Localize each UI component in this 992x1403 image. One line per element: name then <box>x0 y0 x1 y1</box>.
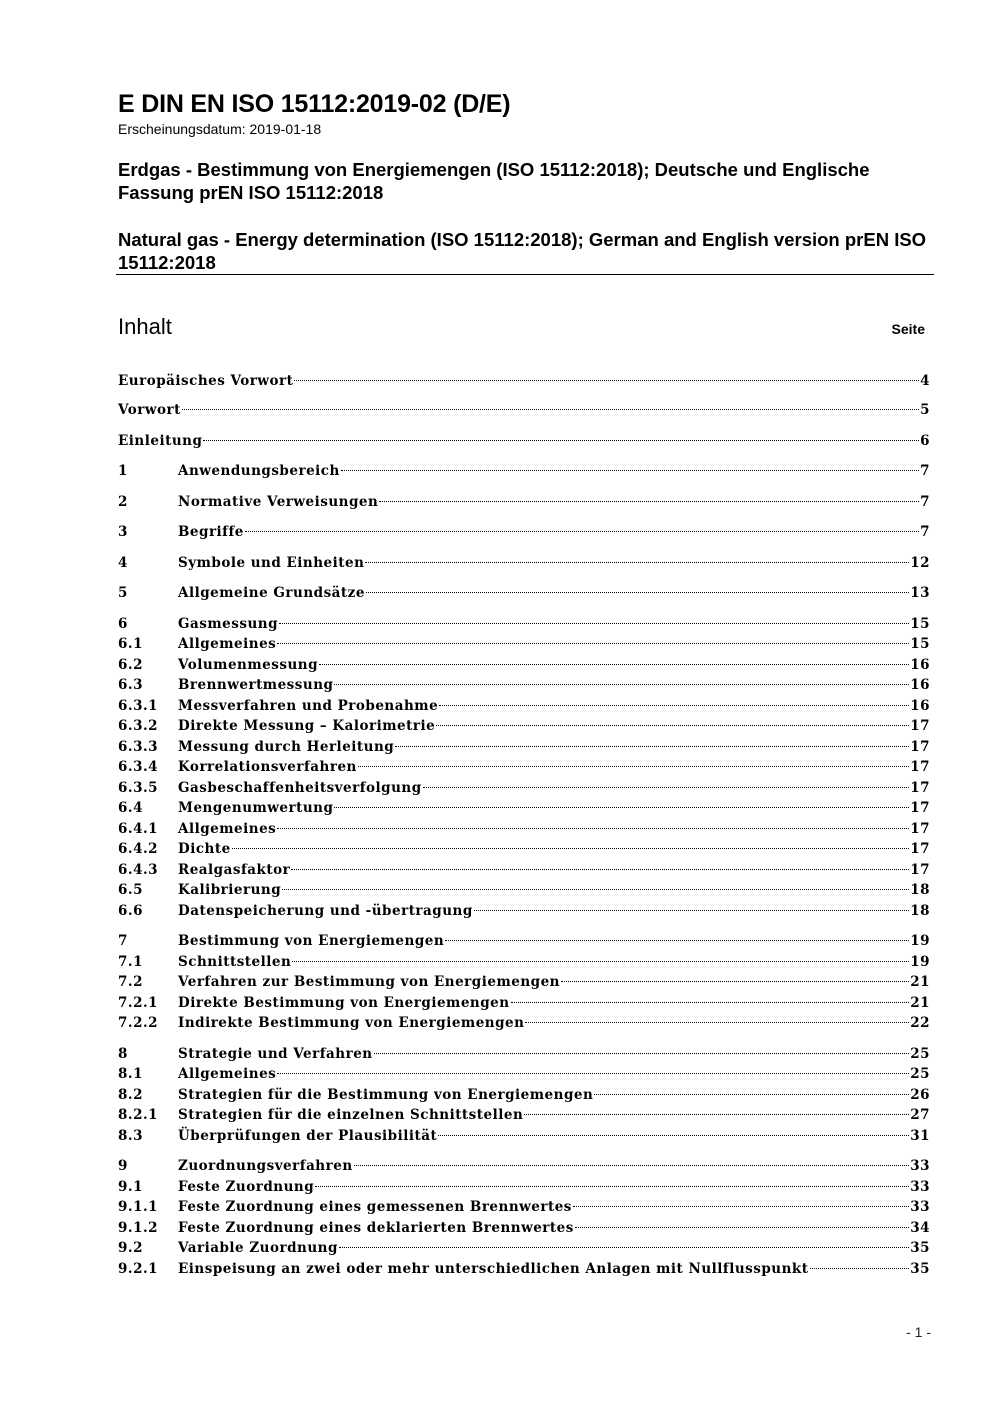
toc-entry-title: Begriffe <box>178 524 244 540</box>
toc-entry[interactable] <box>118 555 930 575</box>
toc-dot-leader <box>365 562 909 563</box>
toc-entry[interactable] <box>118 698 930 718</box>
toc-entry-number: 7.2.1 <box>118 995 159 1011</box>
toc-entry[interactable] <box>118 494 930 514</box>
toc-entry-page: 17 <box>910 739 930 755</box>
toc-dot-leader <box>182 409 919 410</box>
toc-entry[interactable] <box>118 1066 930 1086</box>
toc-entry[interactable] <box>118 995 930 1015</box>
toc-entry-number: 6.3.4 <box>118 759 159 775</box>
toc-entry-number: 7.2 <box>118 974 143 990</box>
toc-entry-title: Indirekte Bestimmung von Energiemengen <box>178 1015 525 1031</box>
toc-entry-number: 1 <box>118 463 128 479</box>
toc-entry-page: 33 <box>910 1158 930 1174</box>
toc-entry-number: 9 <box>118 1158 128 1174</box>
toc-entry-page: 25 <box>910 1066 930 1082</box>
toc-entry-title: Einleitung <box>118 433 203 449</box>
toc-entry[interactable] <box>118 780 930 800</box>
toc-entry-number: 8.2.1 <box>118 1107 159 1123</box>
toc-entry-page: 21 <box>910 995 930 1011</box>
toc-entry-page: 16 <box>910 677 930 693</box>
toc-entry[interactable] <box>118 677 930 697</box>
toc-entry-title: Europäisches Vorwort <box>118 373 294 389</box>
toc-entry[interactable] <box>118 1046 930 1066</box>
toc-dot-leader <box>358 766 909 767</box>
toc-entry[interactable] <box>118 1158 930 1178</box>
toc-entry-title: Vorwort <box>118 402 181 418</box>
toc-entry-page: 7 <box>920 494 930 510</box>
toc-entry-number: 6.6 <box>118 903 143 919</box>
toc-entry-title: Strategien für die Bestimmung von Energiemengen <box>178 1087 594 1103</box>
toc-dot-leader <box>810 1268 910 1269</box>
toc-dot-leader <box>511 1002 910 1003</box>
toc-entry-number: 7.1 <box>118 954 143 970</box>
toc-entry[interactable] <box>118 585 930 605</box>
toc-entry-title: Gasbeschaffenheitsverfolgung <box>178 780 422 796</box>
toc-entry-number: 6.4.3 <box>118 862 159 878</box>
toc-entry-number: 6.5 <box>118 882 143 898</box>
toc-entry-title: Feste Zuordnung eines deklarierten Brennwertes <box>178 1220 574 1236</box>
toc-entry[interactable] <box>118 954 930 974</box>
toc-entry-title: Brennwertmessung <box>178 677 334 693</box>
toc-dot-leader <box>339 1247 909 1248</box>
toc-dot-leader <box>575 1227 909 1228</box>
toc-dot-leader <box>423 787 910 788</box>
toc-dot-leader <box>291 869 909 870</box>
toc-entry[interactable] <box>118 862 930 882</box>
toc-entry-page: 16 <box>910 698 930 714</box>
toc-dot-leader <box>474 910 909 911</box>
toc-entry-title: Messung durch Herleitung <box>178 739 395 755</box>
toc-dot-leader <box>366 592 909 593</box>
toc-dot-leader <box>245 531 919 532</box>
toc-entry[interactable] <box>118 1015 930 1035</box>
toc-dot-leader <box>439 705 909 706</box>
toc-entry-number: 9.1.1 <box>118 1199 159 1215</box>
toc-dot-leader <box>561 981 909 982</box>
toc-entry-page: 21 <box>910 974 930 990</box>
toc-entry-number: 6.2 <box>118 657 143 673</box>
toc-dot-leader <box>594 1094 909 1095</box>
toc-entry-number: 6.4.2 <box>118 841 159 857</box>
toc-dot-leader <box>395 746 909 747</box>
toc-entry-page: 17 <box>910 718 930 734</box>
toc-dot-leader <box>334 807 909 808</box>
toc-entry-number: 8.2 <box>118 1087 143 1103</box>
toc-entry-number: 7.2.2 <box>118 1015 159 1031</box>
toc-entry-title: Direkte Messung – Kalorimetrie <box>178 718 436 734</box>
toc-entry-title: Korrelationsverfahren <box>178 759 357 775</box>
toc-entry-title: Einspeisung an zwei oder mehr unterschiedlichen Anlagen mit Nullflusspunkt <box>178 1261 809 1277</box>
toc-entry-number: 8 <box>118 1046 128 1062</box>
toc-entry-title: Mengenumwertung <box>178 800 334 816</box>
toc-entry[interactable] <box>118 800 930 820</box>
toc-entry-title: Feste Zuordnung <box>178 1179 315 1195</box>
toc-entry-number: 6.3 <box>118 677 143 693</box>
toc-entry-page: 33 <box>910 1179 930 1195</box>
toc-entry[interactable] <box>118 433 930 453</box>
toc-entry-title: Allgemeines <box>178 636 277 652</box>
toc-entry-page: 19 <box>910 954 930 970</box>
document-number: E DIN EN ISO 15112:2019-02 (D/E) <box>118 90 511 118</box>
toc-entry-page: 7 <box>920 463 930 479</box>
toc-entry-number: 9.2.1 <box>118 1261 159 1277</box>
table-of-contents <box>118 0 930 1403</box>
toc-entry-page: 17 <box>910 862 930 878</box>
toc-dot-leader <box>277 643 909 644</box>
toc-entry[interactable] <box>118 903 930 923</box>
toc-entry[interactable] <box>118 759 930 779</box>
toc-dot-leader <box>334 684 909 685</box>
toc-entry-title: Datenspeicherung und -übertragung <box>178 903 473 919</box>
toc-entry[interactable] <box>118 1220 930 1240</box>
toc-page-column-label: Seite <box>891 321 925 337</box>
toc-entry-number: 6.4 <box>118 800 143 816</box>
toc-entry-page: 15 <box>910 616 930 632</box>
publication-date: Erscheinungsdatum: 2019-01-18 <box>118 121 322 137</box>
toc-entry[interactable] <box>118 463 930 483</box>
toc-dot-leader <box>374 1053 910 1054</box>
toc-entry[interactable] <box>118 1261 930 1281</box>
toc-entry-page: 6 <box>920 433 930 449</box>
toc-entry-page: 17 <box>910 759 930 775</box>
toc-entry-page: 17 <box>910 821 930 837</box>
toc-entry[interactable] <box>118 841 930 861</box>
toc-entry-page: 31 <box>910 1128 930 1144</box>
toc-entry[interactable] <box>118 882 930 902</box>
toc-entry-title: Volumenmessung <box>178 657 319 673</box>
toc-entry-page: 19 <box>910 933 930 949</box>
toc-entry-number: 4 <box>118 555 128 571</box>
toc-entry[interactable] <box>118 1107 930 1127</box>
toc-entry-page: 5 <box>920 402 930 418</box>
toc-dot-leader <box>379 501 919 502</box>
toc-entry-title: Kalibrierung <box>178 882 282 898</box>
toc-entry-number: 2 <box>118 494 128 510</box>
toc-dot-leader <box>232 848 910 849</box>
toc-entry-page: 7 <box>920 524 930 540</box>
toc-entry-number: 6.3.5 <box>118 780 159 796</box>
toc-heading: Inhalt <box>118 314 172 339</box>
page-number: - 1 - <box>906 1324 931 1340</box>
toc-entry[interactable] <box>118 933 930 953</box>
toc-dot-leader <box>341 470 919 471</box>
toc-entry-number: 8.3 <box>118 1128 143 1144</box>
toc-dot-leader <box>294 380 919 381</box>
toc-entry[interactable] <box>118 1179 930 1199</box>
toc-dot-leader <box>203 440 919 441</box>
toc-entry[interactable] <box>118 657 930 677</box>
toc-entry-number: 6.3.1 <box>118 698 159 714</box>
toc-entry-page: 22 <box>910 1015 930 1031</box>
toc-entry[interactable] <box>118 739 930 759</box>
toc-entry-page: 34 <box>910 1220 930 1236</box>
toc-entry-number: 6 <box>118 616 128 632</box>
title-german: Erdgas - Bestimmung von Energiemengen (ISO 15112:2018); Deutsche und Englische Fassung prEN ISO 15112:2018 <box>118 159 870 203</box>
toc-dot-leader <box>277 828 909 829</box>
toc-dot-leader <box>354 1165 910 1166</box>
toc-entry-title: Dichte <box>178 841 231 857</box>
toc-entry-title: Messverfahren und Probenahme <box>178 698 439 714</box>
toc-entry-title: Allgemeine Grundsätze <box>178 585 365 601</box>
toc-entry[interactable] <box>118 1199 930 1219</box>
toc-entry-title: Gasmessung <box>178 616 279 632</box>
toc-entry-page: 12 <box>910 555 930 571</box>
toc-entry[interactable] <box>118 1087 930 1107</box>
toc-entry-number: 3 <box>118 524 128 540</box>
toc-entry-page: 17 <box>910 780 930 796</box>
toc-entry-number: 6.3.2 <box>118 718 159 734</box>
toc-entry-number: 6.1 <box>118 636 143 652</box>
toc-dot-leader <box>292 961 909 962</box>
toc-dot-leader <box>315 1186 909 1187</box>
toc-entry-number: 7 <box>118 933 128 949</box>
toc-entry-page: 18 <box>910 903 930 919</box>
toc-entry-page: 17 <box>910 841 930 857</box>
toc-entry-page: 33 <box>910 1199 930 1215</box>
toc-entry-number: 9.2 <box>118 1240 143 1256</box>
toc-dot-leader <box>277 1073 909 1074</box>
toc-entry[interactable] <box>118 402 930 422</box>
toc-dot-leader <box>438 1135 909 1136</box>
toc-dot-leader <box>279 623 909 624</box>
toc-entry-title: Bestimmung von Energiemengen <box>178 933 445 949</box>
toc-entry-title: Symbole und Einheiten <box>178 555 365 571</box>
toc-entry-page: 15 <box>910 636 930 652</box>
title-english: Natural gas - Energy determination (ISO 15112:2018); German and English version prEN ISO 15112:2018 <box>118 229 927 273</box>
toc-entry-number: 8.1 <box>118 1066 143 1082</box>
toc-entry[interactable] <box>118 636 930 656</box>
toc-dot-leader <box>445 940 909 941</box>
toc-entry-page: 13 <box>910 585 930 601</box>
toc-entry-page: 4 <box>920 373 930 389</box>
toc-entry-title: Normative Verweisungen <box>178 494 379 510</box>
toc-entry-title: Verfahren zur Bestimmung von Energiemengen <box>178 974 560 990</box>
toc-entry-title: Feste Zuordnung eines gemessenen Brennwertes <box>178 1199 572 1215</box>
toc-dot-leader <box>436 725 909 726</box>
toc-entry-number: 9.1.2 <box>118 1220 159 1236</box>
toc-entry-title: Realgasfaktor <box>178 862 291 878</box>
toc-entry-title: Allgemeines <box>178 1066 277 1082</box>
toc-entry[interactable] <box>118 821 930 841</box>
toc-dot-leader <box>525 1022 909 1023</box>
toc-entry-number: 6.3.3 <box>118 739 159 755</box>
toc-entry-title: Überprüfungen der Plausibilität <box>178 1128 438 1144</box>
toc-entry-page: 35 <box>910 1240 930 1256</box>
toc-entry-title: Schnittstellen <box>178 954 292 970</box>
toc-entry-title: Anwendungsbereich <box>178 463 340 479</box>
toc-dot-leader <box>282 889 909 890</box>
toc-entry-page: 25 <box>910 1046 930 1062</box>
toc-entry-page: 27 <box>910 1107 930 1123</box>
toc-entry[interactable] <box>118 974 930 994</box>
toc-entry-title: Allgemeines <box>178 821 277 837</box>
toc-entry-title: Direkte Bestimmung von Energiemengen <box>178 995 510 1011</box>
toc-entry-number: 5 <box>118 585 128 601</box>
toc-entry-title: Zuordnungsverfahren <box>178 1158 353 1174</box>
toc-dot-leader <box>573 1206 909 1207</box>
toc-entry-page: 18 <box>910 882 930 898</box>
toc-entry-title: Strategie und Verfahren <box>178 1046 373 1062</box>
toc-entry-page: 17 <box>910 800 930 816</box>
toc-entry-number: 9.1 <box>118 1179 143 1195</box>
toc-entry-page: 26 <box>910 1087 930 1103</box>
toc-entry[interactable] <box>118 718 930 738</box>
toc-entry-page: 35 <box>910 1261 930 1277</box>
toc-entry[interactable] <box>118 524 930 544</box>
toc-dot-leader <box>524 1114 909 1115</box>
toc-dot-leader <box>319 664 909 665</box>
toc-entry[interactable] <box>118 1128 930 1148</box>
toc-entry[interactable] <box>118 373 930 393</box>
toc-entry[interactable] <box>118 616 930 636</box>
toc-entry[interactable] <box>118 1240 930 1260</box>
toc-entry-title: Strategien für die einzelnen Schnittstellen <box>178 1107 524 1123</box>
toc-entry-page: 16 <box>910 657 930 673</box>
toc-entry-number: 6.4.1 <box>118 821 159 837</box>
toc-entry-title: Variable Zuordnung <box>178 1240 338 1256</box>
